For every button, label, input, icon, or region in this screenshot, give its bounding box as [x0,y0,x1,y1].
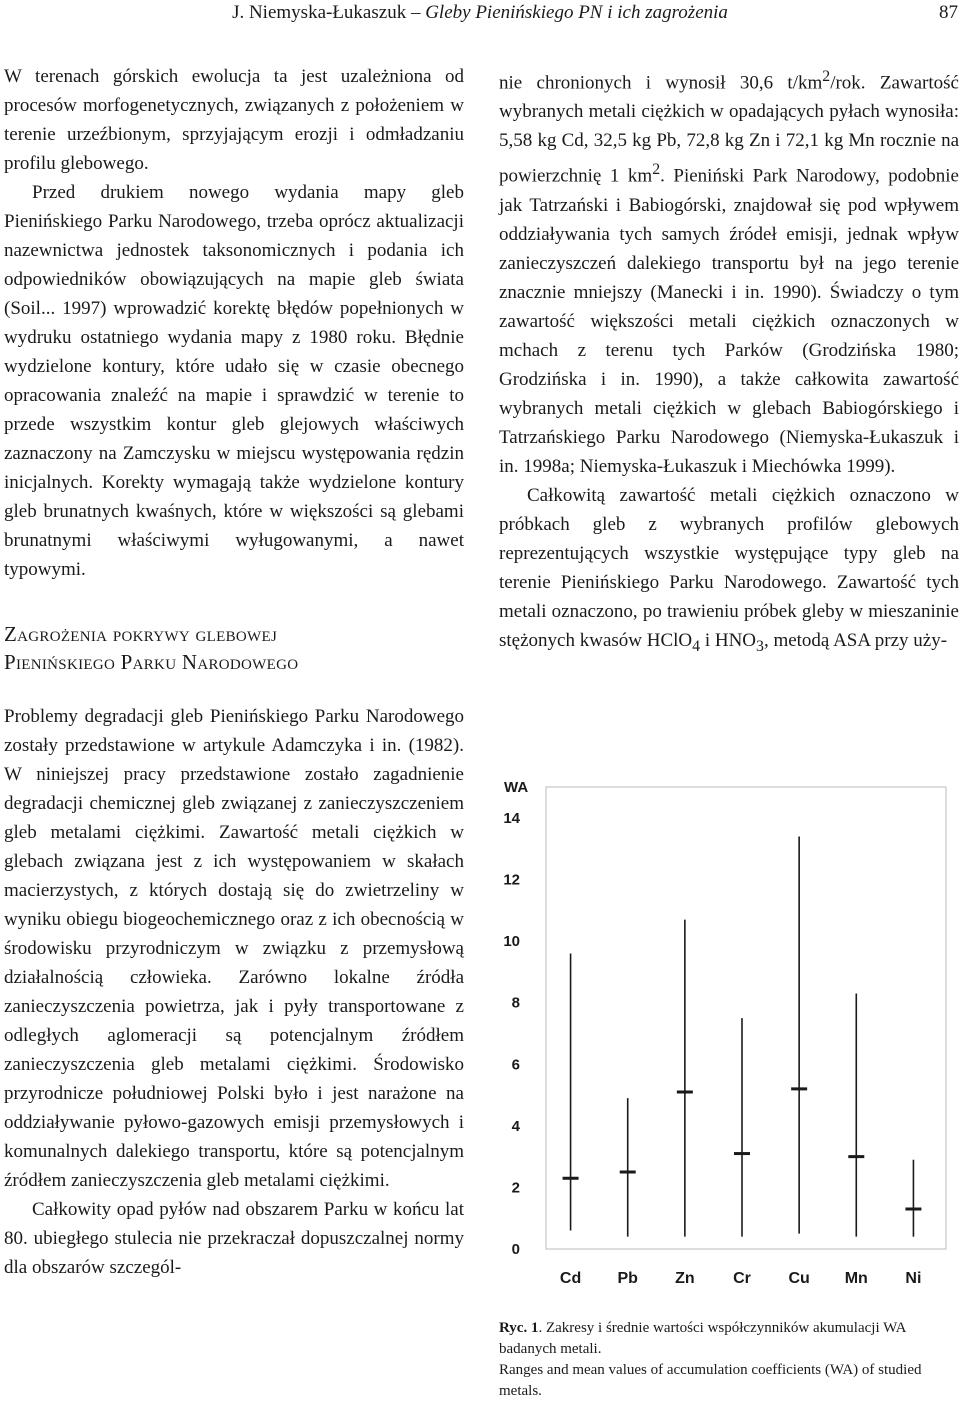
paragraph-3: Problemy degradacji gleb Pienińskiego Parku Narodowego zostały przedstawione w artykule Adamczyka i in. (1982). W niniejszej pracy przedstawione zostało zagadnienie degradacji chemicznej gleb związanej z zanieczyszczeniem gleb metalami ciężkimi. Zawartość metali ciężkich w glebach związana jest z ich występowaniem w skałach macierzystych, z których dostają się do zwietrzeliny w wyniku obiegu biogeochemicznego oraz z ich obecnością w środowisku przyrodniczym w związku z przemysłową działalnością człowieka. Zarówno lokalne źródła zanieczyszczenia powietrza, jak i pyły transportowane z odległych aglomeracji są potencjalnym źródłem zanieczyszczenia gleb metalami ciężkimi. Środowisko przyrodnicze południowej Polski było i jest narażone na oddziaływanie pyłowo-gazowych emisji przemysłowych i komunalnych dalekiego transportu, które są potencjalnym źródłem zanieczyszczenia gleb metalami ciężkimi. [4,706,464,1191]
paragraph-2: Przed drukiem nowego wydania mapy gleb Pienińskiego Parku Narodowego, trzeba oprócz aktualizacji nazewnictwa jednostek taksonomicznych i podania ich odpowiedników obowiązujących na mapie gleb świata (Soil... 1997) wprowadzić korektę błędów popełnionych w wydruku ostatniego wydania mapy z 1980 roku. Błędnie wydzielone kontury, które udało się w czasie obecnego opracowania znaleźć na mapie i sprawdzić w terenie to przede wszystkim kontur gleb glejowych właściwych zaznaczony na Zamczysku w miejscu występowania rędzin inicjalnych. Korekty wymagają także wydzielone kontury gleb brunatnych kwaśnych, które w większości są glebami brunatnymi właściwymi wyługowanymi, a nawet typowymi. [4,182,464,580]
text-segment: Całkowitą zawartość metali ciężkich oznaczono w próbkach gleb z wybranych profilów glebowych reprezentujących wszystkie występujące typy gleb na terenie Pienińskiego Parku Narodowego. Zawartość tych metali oznaczono, po trawieniu próbek gleby w mieszaninie stężonych kwasów HClO [499,484,959,651]
y-tick-label: 12 [503,871,520,889]
y-tick-label: 10 [503,933,520,951]
section-title-line-2: Pienińskiego Parku Narodowego [4,650,299,674]
superscript: 2 [652,161,661,179]
figure-caption [499,1318,959,1402]
x-tick-label-ni: Ni [905,1270,922,1287]
paragraph-4: Całkowity opad pyłów nad obszarem Parku w końcu lat 80. ubiegłego stulecia nie przekraczał dopuszczalnej normy dla obszarów szczegól- [4,1199,464,1278]
plot-frame [546,787,946,1249]
y-tick-label: 4 [511,1117,520,1135]
x-tick-label-mn: Mn [844,1270,868,1287]
text-segment: nie chronionych i wynosił 30,6 t/km [499,72,823,94]
y-axis-label: WA [504,779,529,796]
text-segment: i HNO [700,629,757,651]
x-tick-label-zn: Zn [675,1270,695,1287]
subscript: 3 [756,637,764,655]
section-title-line-1: Zagrożenia pokrywy glebowej [4,622,278,646]
text-segment: , metodą ASA przy uży- [763,629,948,651]
text-segment: . Pieniński Park Narodowy, podobnie jak Tatrzański i Babiogórski, znajdował się pod wpływem oddziaływania tych samych źródeł emisji, jednak wpływ zanieczyszczeń dalekiego transportu był na jego terenie znacznie mniejszy (Manecki i in. 1990). Świadczy o tym zawartość większości metali ciężkich oznaczonych w mchach z terenu tych Parków (Grodzińska 1980; Grodzińska i in. 1990), a także całkowita zawartość wybranych metali ciężkich w glebach Babiogórskiego i Tatrzańskiego Parku Narodowego (Niemyska-Łukaszuk i in. 1998a; Niemyska-Łukaszuk i Miechówka 1999). [499,165,959,477]
running-head-author: J. Niemyska-Łukaszuk [232,2,407,23]
caption-text-pl: . Zakresy i średnie wartości współczynników akumulacji WA badanych metali. [499,1320,906,1357]
x-tick-label-cu: Cu [788,1270,810,1287]
text-segment: /rok. Zawartość wybranych metali ciężkich w opadających pyłach wynosiła: 5,58 kg Cd, 32,5 kg Pb, 72,8 kg Zn i 72,1 kg Mn rocznie na powierzchnię 1 km [499,72,959,187]
x-tick-label-pb: Pb [617,1270,638,1287]
page-header [0,0,960,30]
caption-english: Ranges and mean values of accumulation coefficients (WA) of studied metals. [499,1362,922,1399]
y-tick-label: 14 [503,810,520,827]
running-head-separator: – [406,2,426,23]
paragraph-1: W terenach górskich ewolucja ta jest uzależniona od procesów morfogenetycznych, związanych z położeniem w terenie urzeźbionym, sprzyjającym erozji i odmładzaniu profilu glebowego. [4,66,464,174]
y-tick-label: 8 [511,994,520,1012]
paragraph-continued [499,62,959,481]
paragraph-methods [499,481,959,661]
left-column [4,62,464,1282]
superscript: 2 [822,68,831,85]
running-head-title: Gleby Pienińskiego PN i ich zagrożenia [425,2,728,23]
x-tick-label-cr: Cr [733,1270,751,1287]
y-tick-label: 6 [511,1056,520,1074]
x-tick-label-cd: Cd [559,1270,582,1287]
right-column [499,62,959,660]
range-chart [482,770,960,1300]
y-tick-label: 0 [511,1241,520,1258]
page-number: 87 [939,2,958,23]
figure-chart [482,770,960,1300]
caption-label: Ryc. 1 [499,1320,539,1336]
y-tick-label: 2 [511,1179,520,1197]
caption-polish [499,1318,959,1360]
running-head [0,2,960,24]
section-title [4,620,464,676]
subscript: 4 [692,637,701,655]
